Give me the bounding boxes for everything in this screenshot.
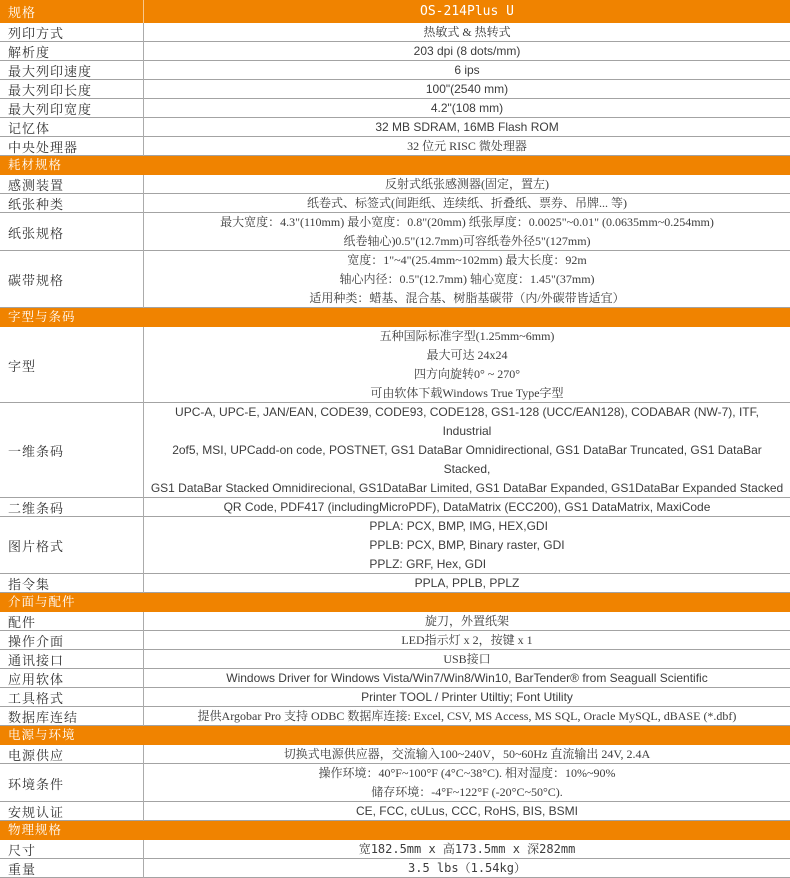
row-value-line: 切换式电源供应器，交流输入100~240V，50~60Hz 直流输出 24V, 2.4A [283, 747, 651, 761]
row-value-line: 32 MB SDRAM, 16MB Flash ROM [375, 120, 559, 134]
row-value [143, 669, 790, 688]
row-value [143, 118, 790, 137]
row-value [143, 23, 790, 42]
row-label: 重量 [8, 862, 37, 877]
table-row [0, 650, 790, 669]
table-row [0, 23, 790, 42]
row-value [143, 175, 790, 194]
table-row [0, 707, 790, 726]
row-label: 最大列印速度 [8, 64, 93, 79]
row-value-line: 纸卷式、标签式(间距纸、连续纸、折叠纸、票券、吊牌... 等) [307, 196, 627, 210]
row-value [143, 80, 790, 99]
section-header-label: 物理规格 [8, 823, 63, 837]
row-value [143, 802, 790, 821]
row-value-line: GS1 DataBar Stacked Omnidirecional, GS1DataBar Limited, GS1 DataBar Expanded, GS1DataBar Expanded Stacked [150, 481, 784, 495]
section-header-label: 介面与配件 [8, 595, 76, 609]
row-label: 碳带规格 [8, 273, 65, 288]
row-label: 解析度 [8, 45, 51, 60]
row-value-line: 旋刀，外置纸架 [424, 614, 509, 628]
row-label: 环境条件 [8, 776, 65, 792]
row-value [143, 327, 790, 403]
row-value [143, 631, 790, 650]
table-row [0, 840, 790, 859]
row-label: 纸张种类 [8, 197, 65, 212]
row-label: 一维条码 [8, 444, 65, 459]
row-value-line: 操作环境：40°F~100°F (4°C~38°C). 相对湿度：10%~90% [318, 766, 616, 780]
row-value-line: 2of5, MSI, UPCadd-on code, POSTNET, GS1 DataBar Omnidirectional, GS1 DataBar Truncated, GS1 DataBar Stacked, [172, 443, 762, 476]
row-value [143, 498, 790, 517]
row-value-line: PPLZ: GRF, Hex, GDI [369, 557, 487, 571]
row-value-line: 储存环境：-4°F~122°F (-20°C~50°C). [371, 785, 563, 799]
row-label: 最大列印长度 [8, 83, 93, 98]
table-row [0, 213, 790, 251]
row-label: 工具格式 [8, 691, 65, 706]
row-value [143, 194, 790, 213]
row-value [143, 61, 790, 80]
row-label: 字型 [8, 358, 37, 374]
row-value-line: Printer TOOL / Printer Utiltiy; Font Utility [361, 690, 573, 704]
row-value [143, 403, 790, 498]
row-label: 图片格式 [8, 539, 65, 554]
table-row [0, 175, 790, 194]
row-value-line: 宽182.5mm x 高173.5mm x 深282mm [358, 842, 576, 856]
row-value [143, 840, 790, 859]
row-value-line: 适用种类：蜡基、混合基、树脂基碳带（内/外碳带皆适宜） [309, 291, 625, 305]
row-value-block [369, 517, 564, 574]
section-header [0, 593, 790, 612]
row-value [143, 745, 790, 764]
row-value [143, 707, 790, 726]
table-row [0, 764, 790, 802]
header-spec-label: 规格 [8, 5, 37, 20]
model-name-text: OS-214Plus U [420, 4, 514, 19]
table-header-row [0, 0, 790, 23]
row-value-line: CE, FCC, cULus, CCC, RoHS, BIS, BSMI [355, 804, 579, 818]
row-value-line: 热敏式 & 热转式 [423, 25, 511, 39]
row-label: 通讯接口 [8, 653, 65, 668]
row-value-line: 四方向旋转0° ~ 270° [413, 367, 521, 381]
row-value-line: QR Code, PDF417 (includingMicroPDF), DataMatrix (ECC200), GS1 DataMatrix, MaxiCode [223, 500, 711, 514]
section-header-label: 耗材规格 [8, 158, 63, 172]
row-value-line: 宽度：1"~4"(25.4mm~102mm) 最大长度：92m [347, 253, 587, 267]
row-value-line: 可由软体下载Windows True Type字型 [370, 386, 564, 400]
table-row [0, 251, 790, 308]
table-row [0, 745, 790, 764]
row-value-line: Windows Driver for Windows Vista/Win7/Win8/Win10, BarTender® from Seaguall Scientific [226, 671, 708, 685]
row-label: 操作介面 [8, 634, 65, 649]
row-value-line: 4.2"(108 mm) [430, 101, 504, 115]
row-value [143, 688, 790, 707]
table-row [0, 574, 790, 593]
row-value-line: UPC-A, UPC-E, JAN/EAN, CODE39, CODE93, CODE128, GS1-128 (UCC/EAN128), CODABAR (NW-7), ITF, Industrial [175, 405, 759, 438]
row-value-line: 提供Argobar Pro 支持 ODBC 数据库连接: Excel, CSV, MS Access, MS SQL, Oracle MySQL, dBASE (*.dbf) [197, 709, 737, 723]
row-value-line: PPLA: PCX, BMP, IMG, HEX,GDI [369, 519, 548, 533]
row-value-line: USB接口 [443, 652, 491, 666]
row-value [143, 99, 790, 118]
section-header-label: 字型与条码 [8, 310, 76, 324]
table-row [0, 80, 790, 99]
row-label: 最大列印宽度 [8, 102, 93, 117]
table-row [0, 631, 790, 650]
header-model-name [143, 0, 790, 23]
row-label: 应用软体 [8, 672, 65, 687]
row-value [143, 859, 790, 878]
table-row [0, 118, 790, 137]
row-label: 纸张规格 [8, 225, 65, 241]
table-row [0, 802, 790, 821]
row-label: 安规认证 [8, 805, 65, 820]
row-value-line: 6 ips [454, 63, 480, 77]
spec-rows-container [0, 23, 790, 878]
row-label: 电源供应 [8, 748, 65, 763]
row-label: 配件 [8, 615, 37, 630]
row-value-line: 最大可达 24x24 [426, 348, 508, 362]
row-label: 记忆体 [8, 121, 51, 136]
row-label: 感测装置 [8, 178, 65, 193]
row-label: 尺寸 [8, 843, 37, 858]
row-value [143, 517, 790, 574]
row-label: 二维条码 [8, 501, 65, 516]
row-value-line: LED指示灯 x 2，按键 x 1 [401, 633, 533, 647]
section-header-label: 电源与环境 [8, 728, 76, 742]
row-label: 数据库连结 [8, 710, 79, 725]
row-label: 指令集 [8, 577, 51, 592]
row-value-line: PPLB: PCX, BMP, Binary raster, GDI [369, 538, 565, 552]
row-label: 中央处理器 [8, 140, 79, 155]
table-row [0, 327, 790, 403]
table-row [0, 194, 790, 213]
table-row [0, 498, 790, 517]
row-value [143, 42, 790, 61]
row-value [143, 612, 790, 631]
table-row [0, 137, 790, 156]
row-value-line: 最大宽度：4.3"(110mm) 最小宽度：0.8"(20mm) 纸张厚度：0.0025"~0.01" (0.0635mm~0.254mm) [220, 215, 714, 229]
row-value-line: 3.5 lbs（1.54kg） [408, 861, 526, 875]
table-row [0, 612, 790, 631]
table-row [0, 859, 790, 878]
row-value-line: 100"(2540 mm) [425, 82, 509, 96]
section-header [0, 821, 790, 840]
row-value [143, 764, 790, 802]
table-row [0, 42, 790, 61]
table-row [0, 669, 790, 688]
table-row [0, 403, 790, 498]
row-value-line: 纸卷轴心)0.5"(12.7mm)可容纸卷外径5"(127mm) [343, 234, 591, 248]
table-row [0, 688, 790, 707]
row-value [143, 251, 790, 308]
table-row [0, 61, 790, 80]
row-value-line: 32 位元 RISC 微处理器 [407, 139, 527, 153]
row-label: 列印方式 [8, 26, 65, 41]
section-header [0, 156, 790, 175]
section-header [0, 726, 790, 745]
row-value [143, 137, 790, 156]
row-value [143, 574, 790, 593]
row-value [143, 650, 790, 669]
table-row [0, 99, 790, 118]
row-value-line: 203 dpi (8 dots/mm) [413, 44, 521, 58]
row-value [143, 213, 790, 251]
row-value-line: 五种国际标准字型(1.25mm~6mm) [379, 329, 555, 343]
row-value-line: 反射式纸张感测器(固定，置左) [385, 177, 549, 191]
section-header [0, 308, 790, 327]
table-row [0, 517, 790, 574]
row-value-line: PPLA, PPLB, PPLZ [414, 576, 520, 590]
row-value-line: 轴心内径：0.5"(12.7mm) 轴心宽度：1.45"(37mm) [339, 272, 595, 286]
